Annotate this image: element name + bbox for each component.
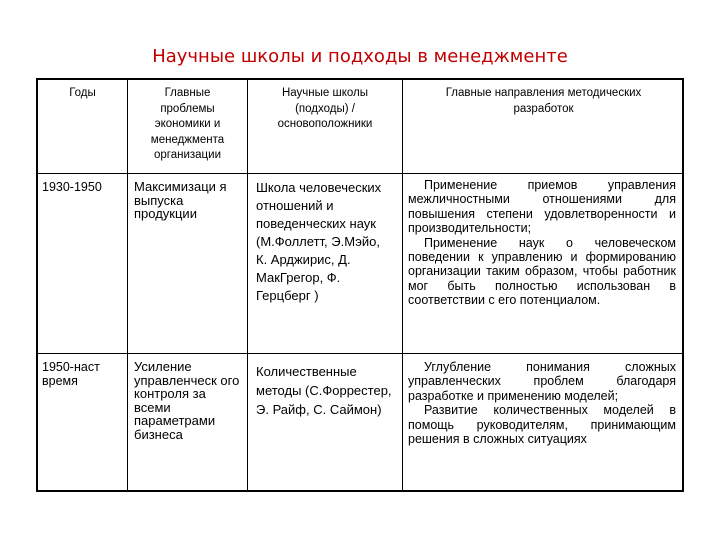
header-directions: Главные направления методических разработок — [445, 87, 642, 115]
row2-schools: Количественные методы (С.Форрестер, Э. Райф, С. Саймон) — [256, 364, 392, 417]
header-problems: Главные проблемы экономики и менеджмента организации — [150, 87, 225, 161]
page-title: Научные школы и подходы в менеджменте — [152, 46, 568, 67]
row1-directions — [408, 178, 676, 308]
row1-years: 1930-1950 — [42, 180, 102, 194]
row2-years: 1950-наст время — [42, 360, 100, 388]
schools-table — [36, 78, 684, 492]
row1-direction-2: Применение наук о человеческом поведении к управлению и формированию организации таким образом, чтобы работник мог быть полностью использован в соответствии с его потенциалом. — [408, 235, 676, 308]
row2-directions — [408, 360, 676, 446]
row-divider — [38, 173, 682, 174]
row1-schools: Школа человеческих отношений и поведенческих наук (М.Фоллетт, Э.Мэйо, К. Арджирис, Д. МакГрегор, Ф. Герцберг ) — [256, 180, 382, 303]
header-years: Годы — [69, 87, 96, 99]
column-divider — [402, 80, 403, 490]
row1-direction-1: Применение приемов управления межличностными отношениями для повышения степени удовлетворенности и производительности; — [408, 178, 676, 236]
row2-problems: Усиление управленческ ого контроля за всеми параметрами бизнеса — [134, 359, 240, 442]
header-schools: Научные школы (подходы) /основоположники — [277, 87, 373, 130]
row-divider — [38, 353, 682, 354]
row2-direction-1: Углубление понимания сложных управленческих проблем благодаря разработке и применению моделей; — [408, 360, 676, 403]
row1-problems: Максимизаци я выпуска продукции — [134, 179, 227, 221]
column-divider — [247, 80, 248, 490]
row2-direction-2: Развитие количественных моделей в помощь руководителям, принимающим решения в сложных ситуациях — [408, 403, 676, 447]
